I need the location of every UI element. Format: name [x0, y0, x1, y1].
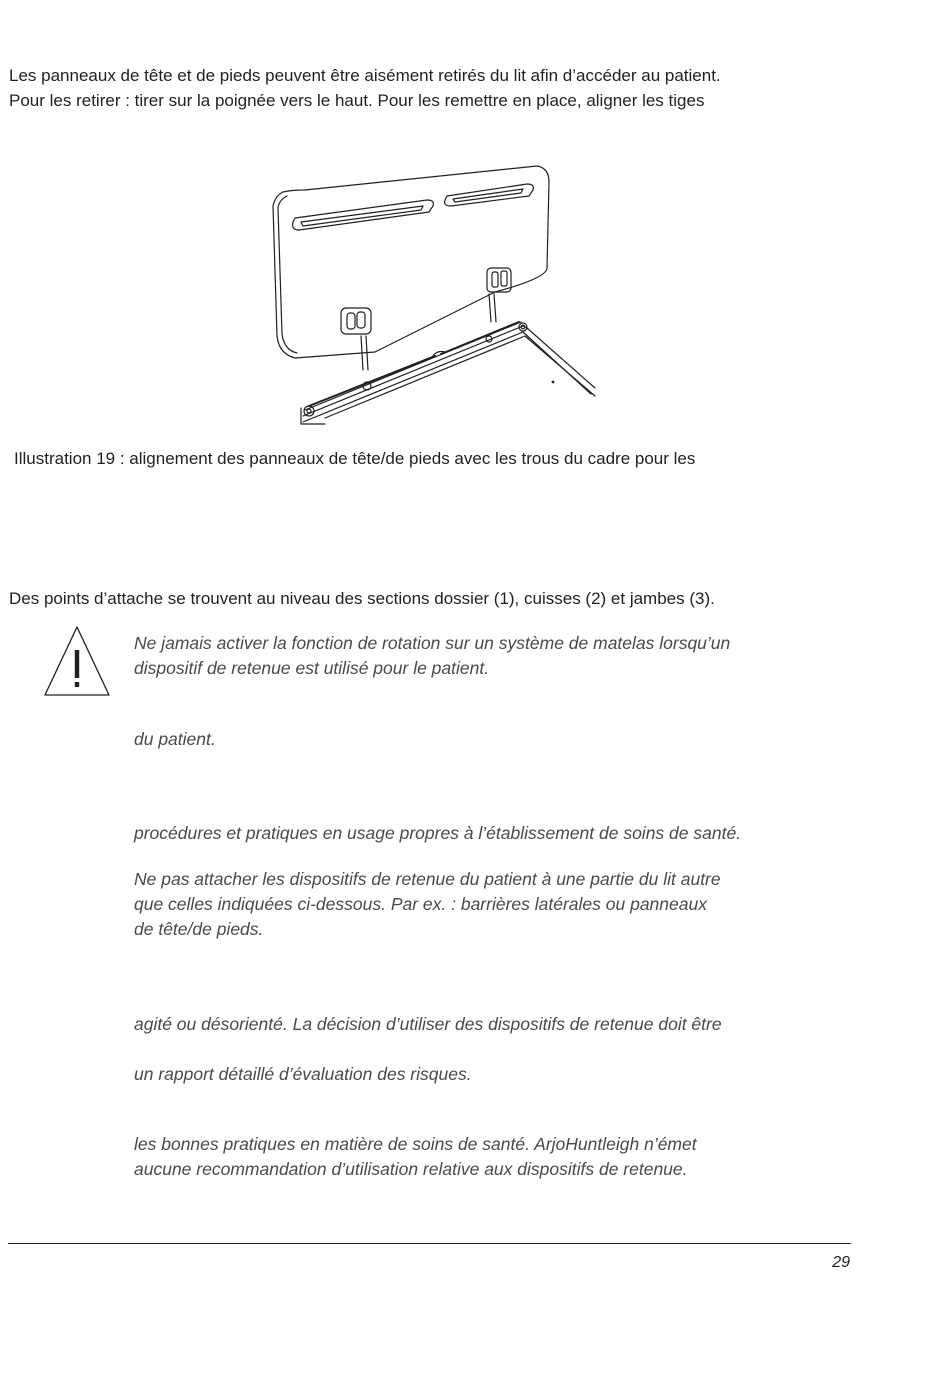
warning-4-line-1: Ne pas attacher les dispositifs de retenue du patient à une partie du lit autre [134, 869, 721, 889]
intro-line-2: Pour les retirer : tirer sur la poignée vers le haut. Pour les remettre en place, aligner les tiges [9, 91, 705, 110]
warning-1-line-1: Ne jamais activer la fonction de rotation sur un système de matelas lorsqu’un [134, 633, 731, 653]
warning-6-line-1: les bonnes pratiques en matière de soins de santé. ArjoHuntleigh n’émet [134, 1134, 697, 1154]
warning-triangle-icon [42, 624, 112, 698]
warning-2-line: du patient. [134, 729, 216, 749]
warning-5-line-2: un rapport détaillé d’évaluation des risques. [134, 1064, 472, 1084]
warning-6-line-2: aucune recommandation d’utilisation relative aux dispositifs de retenue. [134, 1159, 688, 1179]
warning-1-line-2: dispositif de retenue est utilisé pour le patient. [134, 658, 490, 678]
headboard-illustration [265, 160, 605, 430]
figure-caption: Illustration 19 : alignement des panneaux de tête/de pieds avec les trous du cadre pour les [14, 449, 696, 468]
warning-5-line-1: agité ou désorienté. La décision d’utiliser des dispositifs de retenue doit être [134, 1014, 722, 1034]
page-number: 29 [832, 1254, 850, 1271]
warning-3-line: procédures et pratiques en usage propres à l’établissement de soins de santé. [134, 823, 742, 843]
intro-line-1: Les panneaux de tête et de pieds peuvent être aisément retirés du lit afin d’accéder au patient. [9, 66, 721, 85]
attach-points-text: Des points d’attache se trouvent au niveau des sections dossier (1), cuisses (2) et jambes (3). [9, 589, 715, 608]
warning-4-line-2: que celles indiquées ci-dessous. Par ex. : barrières latérales ou panneaux [134, 894, 707, 914]
warning-4-line-3: de tête/de pieds. [134, 919, 264, 939]
footer-divider [8, 1243, 851, 1244]
